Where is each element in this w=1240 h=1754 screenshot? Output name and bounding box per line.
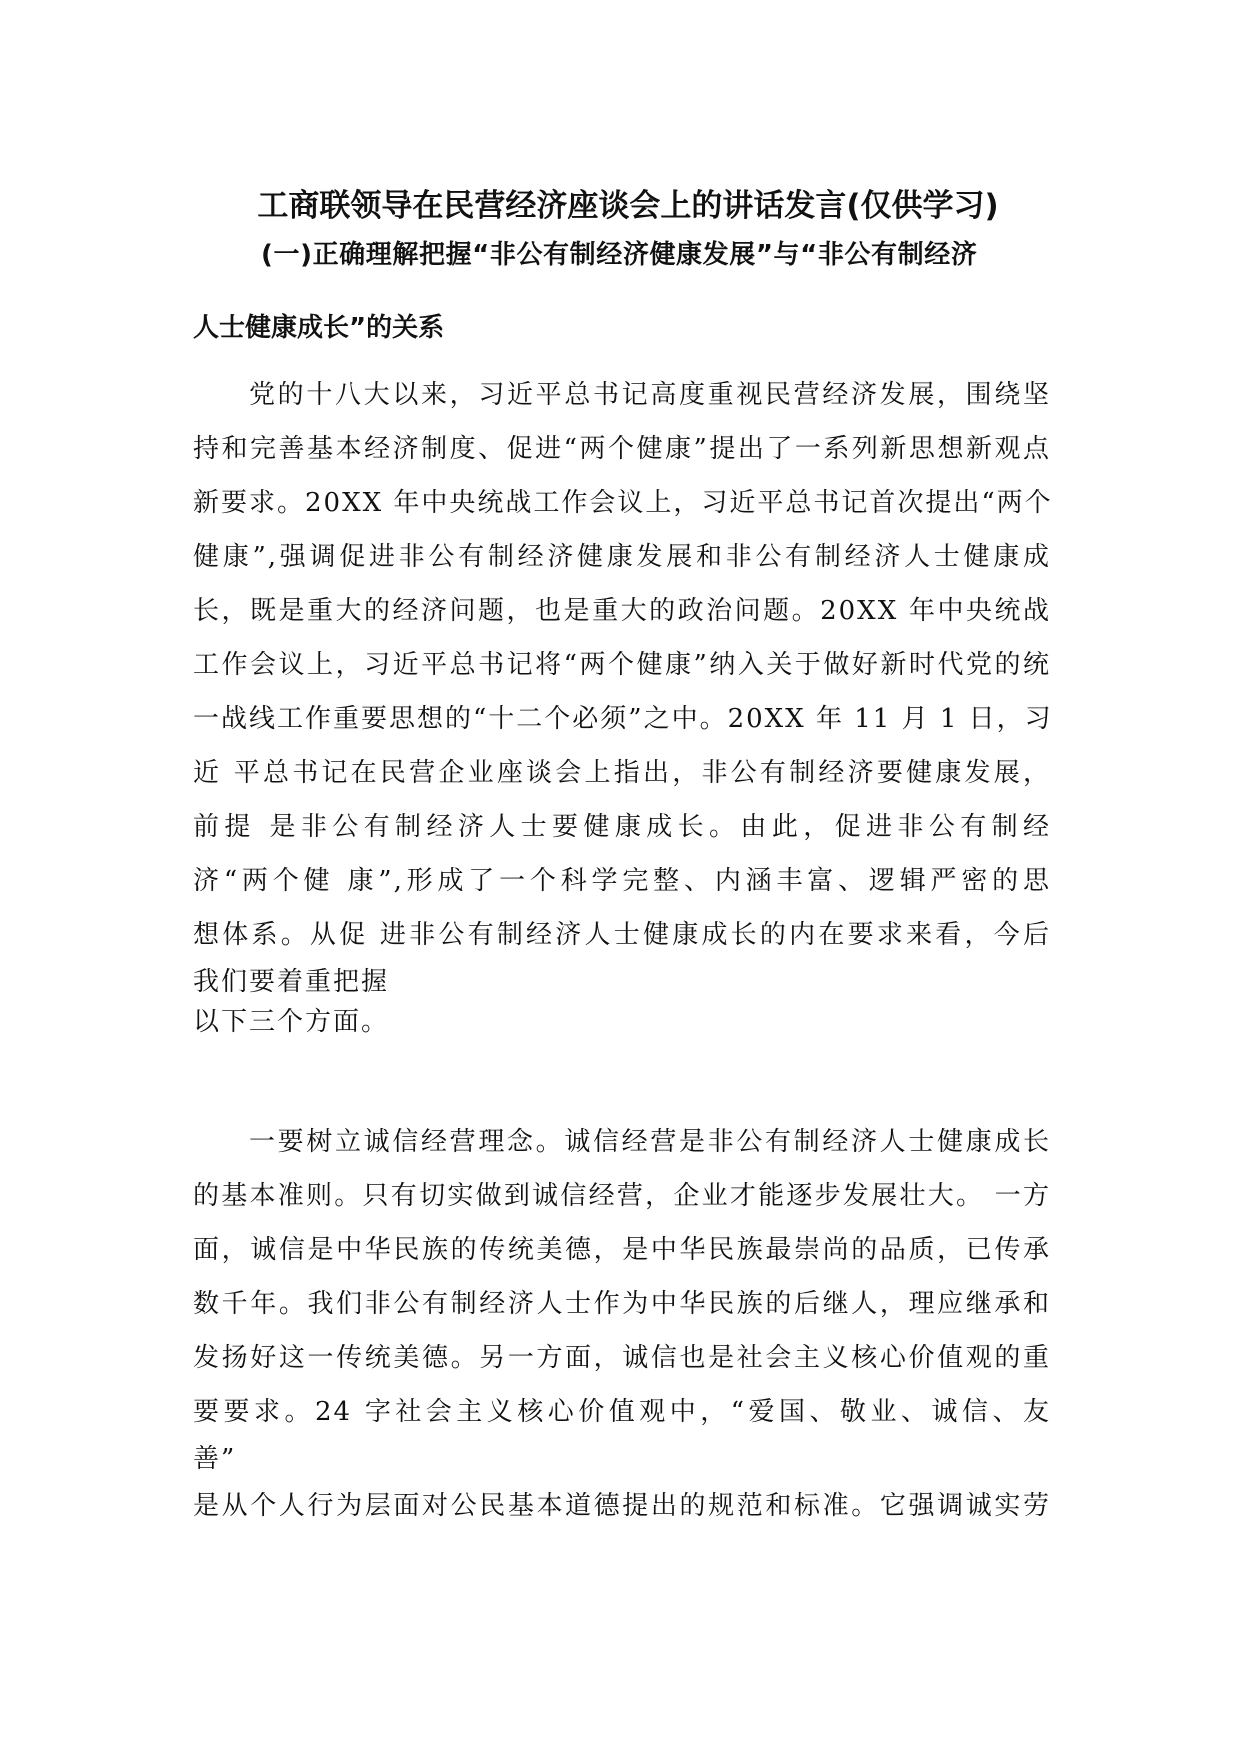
text-line: 要要求。24 字社会主义核心价值观中，“爱国、敬业、诚信、友 [193, 1397, 1051, 1427]
text-line: 近 平总书记在民营企业座谈会上指出，非公有制经济要健康发展， [193, 758, 1051, 788]
text-line: 发扬好这一传统美德。另一方面，诚信也是社会主义核心价值观的重 [193, 1343, 1051, 1373]
text-line: 一要树立诚信经营理念。诚信经营是非公有制经济人士健康成长 [249, 1127, 1051, 1157]
text-line: 新要求。20XX 年中央统战工作会议上，习近平总书记首次提出“两个 [193, 488, 1053, 518]
text-line: 济“两个健 康”,形成了一个科学完整、内涵丰富、逻辑严密的思 [193, 866, 1051, 896]
text-line: 以下三个方面。 [193, 1007, 390, 1037]
text-line: 想体系。从促 进非公有制经济人士健康成长的内在要求来看，今后 [193, 920, 1051, 950]
paragraph-1 [193, 368, 1051, 1042]
text-line: 面，诚信是中华民族的传统美德，是中华民族最崇尚的品质，已传承 [193, 1235, 1051, 1265]
text-line: 持和完善基本经济制度、促进“两个健康”提出了一系列新思想新观点 [193, 434, 1051, 464]
text-line: 数千年。我们非公有制经济人士作为中华民族的后继人，理应继承和 [193, 1289, 1051, 1319]
text-line: 是从个人行为层面对公民基本道德提出的规范和标准。它强调诚实劳 [193, 1491, 1051, 1521]
document-title: 工商联领导在民营经济座谈会上的讲话发言(仅供学习) [257, 188, 999, 224]
text-line: 长，既是重大的经济问题，也是重大的政治问题。20XX 年中央统战 [193, 596, 1051, 626]
text-line: 我们要着重把握 [193, 967, 390, 997]
section-heading-line-1: (一)正确理解把握“非公有制经济健康发展”与“非公有制经济 [261, 240, 978, 270]
paragraph-2 [193, 1115, 1051, 1533]
text-line: 党的十八大以来，习近平总书记高度重视民营经济发展，围绕坚 [249, 380, 1051, 410]
text-line: 工作会议上，习近平总书记将“两个健康”纳入关于做好新时代党的统 [193, 650, 1051, 680]
text-line: 一战线工作重要思想的“十二个必须”之中。20XX 年 11 月 1 日，习 [193, 704, 1053, 734]
text-line: 的基本准则。只有切实做到诚信经营，企业才能逐步发展壮大。 一方 [193, 1181, 1051, 1211]
section-heading-line-2: 人士健康成长”的关系 [193, 313, 445, 343]
text-line: 前提 是非公有制经济人士要健康成长。由此，促进非公有制经 [193, 812, 1051, 842]
text-line: 健康”,强调促进非公有制经济健康发展和非公有制经济人士健康成 [193, 542, 1051, 572]
text-line: 善” [193, 1444, 237, 1474]
